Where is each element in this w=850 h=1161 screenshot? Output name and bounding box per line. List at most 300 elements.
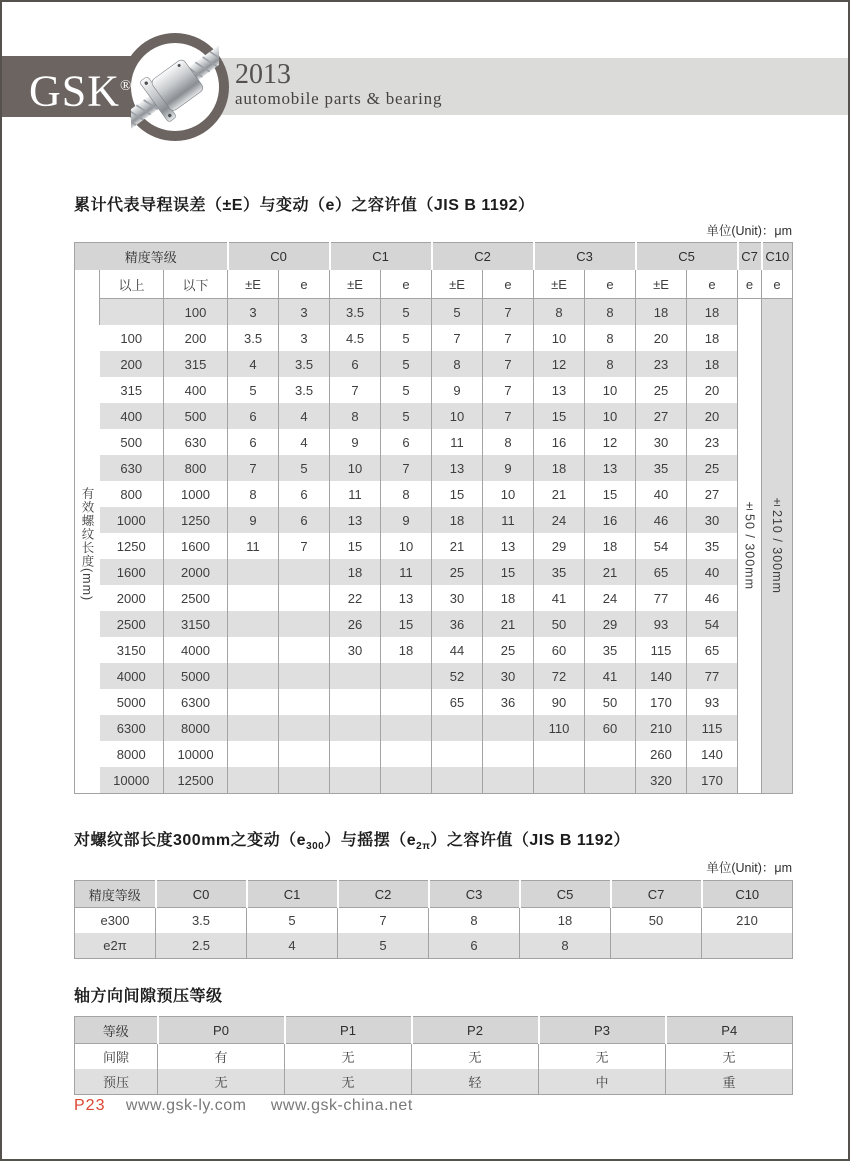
value-cell: 18: [534, 455, 585, 481]
ball-screw-image: [131, 43, 219, 131]
value-cell: [534, 767, 585, 794]
col-header-c10: C10: [702, 881, 793, 908]
brand-name: GSK: [29, 66, 121, 116]
col-header-p2: P2: [412, 1017, 539, 1044]
value-cell: 210: [702, 908, 793, 934]
value-cell: 7: [483, 377, 534, 403]
range-under-cell: 8000: [164, 715, 228, 741]
value-cell: [483, 741, 534, 767]
value-cell: 30: [687, 507, 738, 533]
variation-wobble-table-body: [75, 908, 793, 959]
value-cell: 35: [534, 559, 585, 585]
value-cell: 8: [330, 403, 381, 429]
table-row: [75, 585, 793, 611]
value-cell: 24: [585, 585, 636, 611]
value-cell: 170: [687, 767, 738, 794]
value-cell: [381, 741, 432, 767]
value-cell: [228, 611, 279, 637]
col-header-p4: P4: [666, 1017, 793, 1044]
value-cell: 26: [330, 611, 381, 637]
value-cell: 35: [585, 637, 636, 663]
col-header-e: e: [762, 270, 793, 299]
range-under-cell: 2500: [164, 585, 228, 611]
value-cell: 36: [483, 689, 534, 715]
value-cell: 40: [636, 481, 687, 507]
value-cell: 46: [687, 585, 738, 611]
value-cell: [432, 715, 483, 741]
value-cell: 无: [285, 1069, 412, 1095]
table-row: [75, 325, 793, 351]
table-row: [75, 663, 793, 689]
col-header-p3: P3: [539, 1017, 666, 1044]
col-header-c3: C3: [534, 243, 636, 271]
value-cell: 93: [687, 689, 738, 715]
value-cell: 5: [381, 325, 432, 351]
value-cell: 8: [483, 429, 534, 455]
value-cell: 18: [432, 507, 483, 533]
catalog-year: 2013: [235, 59, 291, 90]
table-row: [75, 1044, 793, 1070]
value-cell: [585, 741, 636, 767]
value-cell: 无: [412, 1044, 539, 1070]
table-row: [75, 403, 793, 429]
col-header-e: e: [687, 270, 738, 299]
value-cell: [381, 663, 432, 689]
value-cell: 6: [228, 403, 279, 429]
value-cell: 6: [381, 429, 432, 455]
c7-tolerance-cell: [738, 299, 762, 794]
value-cell: [330, 689, 381, 715]
value-cell: [330, 767, 381, 794]
value-cell: 170: [636, 689, 687, 715]
col-header-under: 以下: [164, 270, 228, 299]
table2-unit-label: 单位(Unit)：μm: [706, 861, 792, 876]
value-cell: 7: [432, 325, 483, 351]
value-cell: 7: [483, 403, 534, 429]
range-over-cell: 2500: [100, 611, 164, 637]
value-cell: 15: [330, 533, 381, 559]
value-cell: [279, 637, 330, 663]
range-over-cell: 1000: [100, 507, 164, 533]
value-cell: 6: [228, 429, 279, 455]
value-cell: 中: [539, 1069, 666, 1095]
range-under-cell: 3150: [164, 611, 228, 637]
value-cell: 18: [636, 299, 687, 326]
value-cell: [228, 689, 279, 715]
col-header-c7: C7: [738, 243, 762, 271]
value-cell: 7: [279, 533, 330, 559]
value-cell: 4: [228, 351, 279, 377]
value-cell: 93: [636, 611, 687, 637]
value-cell: [432, 767, 483, 794]
range-over-cell: 5000: [100, 689, 164, 715]
value-cell: 5: [338, 933, 429, 959]
value-cell: 30: [330, 637, 381, 663]
value-cell: 4: [279, 429, 330, 455]
range-under-cell: 800: [164, 455, 228, 481]
value-cell: 10: [432, 403, 483, 429]
value-cell: 15: [381, 611, 432, 637]
range-over-cell: 200: [100, 351, 164, 377]
col-header-e: e: [279, 270, 330, 299]
value-cell: 13: [432, 455, 483, 481]
value-cell: 15: [483, 559, 534, 585]
col-header-c0: C0: [156, 881, 247, 908]
value-cell: 18: [687, 299, 738, 326]
value-cell: 65: [432, 689, 483, 715]
table-row: [75, 559, 793, 585]
value-cell: 77: [687, 663, 738, 689]
value-cell: 11: [228, 533, 279, 559]
value-cell: 18: [687, 325, 738, 351]
col-header-over: 以上: [100, 270, 164, 299]
c10-tolerance-cell: [762, 299, 793, 794]
col-header-c1: C1: [247, 881, 338, 908]
col-header-e: e: [381, 270, 432, 299]
range-over-cell: 1250: [100, 533, 164, 559]
value-cell: 4: [279, 403, 330, 429]
value-cell: 65: [636, 559, 687, 585]
value-cell: 21: [432, 533, 483, 559]
col-header-pm-e: ±E: [636, 270, 687, 299]
range-over-cell: 10000: [100, 767, 164, 794]
value-cell: [585, 767, 636, 794]
table-row: [75, 908, 793, 934]
col-header-pm-e: ±E: [228, 270, 279, 299]
value-cell: 8: [228, 481, 279, 507]
value-cell: 无: [539, 1044, 666, 1070]
value-cell: 35: [636, 455, 687, 481]
value-cell: 18: [687, 351, 738, 377]
value-cell: [381, 767, 432, 794]
value-cell: 5: [228, 377, 279, 403]
col-header-c7: C7: [611, 881, 702, 908]
table2-title-sub-2pi: 2π: [416, 841, 431, 853]
value-cell: 有: [158, 1044, 285, 1070]
value-cell: 9: [432, 377, 483, 403]
value-cell: 115: [687, 715, 738, 741]
row-label-cell: 间隙: [75, 1044, 158, 1070]
col-header-c0: C0: [228, 243, 330, 271]
value-cell: 7: [483, 351, 534, 377]
value-cell: 18: [330, 559, 381, 585]
value-cell: 3.5: [279, 351, 330, 377]
value-cell: 35: [687, 533, 738, 559]
table2-title: [74, 827, 792, 852]
value-cell: 无: [285, 1044, 412, 1070]
table2-title-text: ）之容许值（JIS B 1192）: [430, 832, 631, 849]
table-row: [75, 533, 793, 559]
value-cell: 54: [636, 533, 687, 559]
value-cell: 90: [534, 689, 585, 715]
website-url-1: www.gsk-ly.com: [125, 1097, 247, 1114]
value-cell: 65: [687, 637, 738, 663]
range-over-cell: 400: [100, 403, 164, 429]
table-row: [75, 299, 793, 326]
table-row: [75, 429, 793, 455]
col-header-p0: P0: [158, 1017, 285, 1044]
value-cell: 8: [585, 325, 636, 351]
value-cell: 18: [381, 637, 432, 663]
value-cell: 10: [585, 403, 636, 429]
range-over-cell: 500: [100, 429, 164, 455]
value-cell: 72: [534, 663, 585, 689]
table-row: [75, 455, 793, 481]
value-cell: 6: [330, 351, 381, 377]
range-over-cell: 6300: [100, 715, 164, 741]
value-cell: 41: [585, 663, 636, 689]
table2-title-text: 对螺纹部长度300mm之变动（e: [74, 832, 307, 849]
value-cell: 9: [330, 429, 381, 455]
value-cell: 210: [636, 715, 687, 741]
value-cell: 60: [585, 715, 636, 741]
col-header-pm-e: ±E: [432, 270, 483, 299]
value-cell: 无: [666, 1044, 793, 1070]
value-cell: 5: [381, 299, 432, 326]
thread-length-axis-label: [75, 299, 100, 794]
value-cell: 30: [636, 429, 687, 455]
thread-length-axis-label-text: 有效螺纹长度(mm): [80, 487, 94, 602]
range-under-cell: 200: [164, 325, 228, 351]
value-cell: 52: [432, 663, 483, 689]
value-cell: 8: [432, 351, 483, 377]
value-cell: 320: [636, 767, 687, 794]
value-cell: [228, 585, 279, 611]
table2-title-sub-300: 300: [306, 841, 325, 853]
value-cell: [483, 767, 534, 794]
value-cell: 18: [585, 533, 636, 559]
value-cell: [432, 741, 483, 767]
row-label-cell: e300: [75, 908, 156, 934]
col-header-c2: C2: [432, 243, 534, 271]
value-cell: 5: [279, 455, 330, 481]
value-cell: 8: [520, 933, 611, 959]
table-row: [75, 351, 793, 377]
col-header-c3: C3: [429, 881, 520, 908]
value-cell: 13: [585, 455, 636, 481]
value-cell: 16: [534, 429, 585, 455]
range-under-cell: 400: [164, 377, 228, 403]
range-over-cell: 3150: [100, 637, 164, 663]
value-cell: 77: [636, 585, 687, 611]
range-over-cell: 2000: [100, 585, 164, 611]
value-cell: 3.5: [156, 908, 247, 934]
table-row: [75, 481, 793, 507]
table-row: [75, 1069, 793, 1095]
value-cell: 8: [381, 481, 432, 507]
logo-circle: [121, 33, 229, 141]
value-cell: 7: [330, 377, 381, 403]
value-cell: 3: [279, 299, 330, 326]
c10-tolerance-cell-text: ±210 / 300mm: [770, 495, 785, 594]
value-cell: 7: [483, 299, 534, 326]
value-cell: 11: [483, 507, 534, 533]
range-over-cell: 1600: [100, 559, 164, 585]
value-cell: 8: [534, 299, 585, 326]
range-under-cell: 12500: [164, 767, 228, 794]
value-cell: 44: [432, 637, 483, 663]
value-cell: [228, 559, 279, 585]
value-cell: 22: [330, 585, 381, 611]
table-row: [75, 507, 793, 533]
value-cell: 重: [666, 1069, 793, 1095]
value-cell: 6: [279, 507, 330, 533]
value-cell: 4: [247, 933, 338, 959]
col-header-c1: C1: [330, 243, 432, 271]
main-content: [74, 192, 792, 1095]
value-cell: 3.5: [330, 299, 381, 326]
value-cell: 5: [247, 908, 338, 934]
row-label-cell: e2π: [75, 933, 156, 959]
table-row: [75, 377, 793, 403]
value-cell: [228, 767, 279, 794]
range-over-cell: [100, 299, 164, 326]
value-cell: [534, 741, 585, 767]
col-header-c5: C5: [636, 243, 738, 271]
value-cell: 25: [483, 637, 534, 663]
value-cell: 15: [585, 481, 636, 507]
value-cell: 25: [432, 559, 483, 585]
value-cell: 54: [687, 611, 738, 637]
value-cell: 3: [228, 299, 279, 326]
value-cell: 3.5: [228, 325, 279, 351]
value-cell: 7: [338, 908, 429, 934]
value-cell: 115: [636, 637, 687, 663]
brand-logo: [29, 60, 132, 118]
value-cell: [279, 715, 330, 741]
value-cell: 41: [534, 585, 585, 611]
table-row: [75, 933, 793, 959]
value-cell: 9: [228, 507, 279, 533]
value-cell: 7: [228, 455, 279, 481]
value-cell: 60: [534, 637, 585, 663]
value-cell: 12: [534, 351, 585, 377]
value-cell: [330, 663, 381, 689]
range-under-cell: 1600: [164, 533, 228, 559]
value-cell: 25: [636, 377, 687, 403]
value-cell: 5: [381, 377, 432, 403]
col-header-grade-label: 等级: [75, 1017, 158, 1044]
value-cell: 无: [158, 1069, 285, 1095]
value-cell: 13: [483, 533, 534, 559]
range-under-cell: 315: [164, 351, 228, 377]
page-footer: [74, 1097, 433, 1115]
value-cell: 260: [636, 741, 687, 767]
value-cell: 50: [585, 689, 636, 715]
table-row: [75, 611, 793, 637]
value-cell: [279, 663, 330, 689]
value-cell: 3.5: [279, 377, 330, 403]
value-cell: [381, 689, 432, 715]
value-cell: [228, 637, 279, 663]
value-cell: 6: [429, 933, 520, 959]
value-cell: [228, 741, 279, 767]
range-under-cell: 500: [164, 403, 228, 429]
range-under-cell: 2000: [164, 559, 228, 585]
preload-grade-table: [74, 1016, 793, 1095]
col-header-grade-label: 精度等级: [75, 881, 156, 908]
value-cell: 10: [381, 533, 432, 559]
value-cell: 5: [432, 299, 483, 326]
value-cell: [330, 715, 381, 741]
value-cell: 12: [585, 429, 636, 455]
value-cell: [279, 585, 330, 611]
value-cell: 11: [432, 429, 483, 455]
table2-title-text: ）与摇摆（e: [324, 832, 417, 849]
col-header-e: e: [483, 270, 534, 299]
range-under-cell: 5000: [164, 663, 228, 689]
value-cell: 7: [483, 325, 534, 351]
value-cell: 20: [636, 325, 687, 351]
value-cell: [330, 741, 381, 767]
value-cell: 27: [636, 403, 687, 429]
range-under-cell: 4000: [164, 637, 228, 663]
col-header-p1: P1: [285, 1017, 412, 1044]
range-under-cell: 100: [164, 299, 228, 326]
table1-title: 累计代表导程误差（±E）与变动（e）之容许值（JIS B 1192）: [74, 197, 535, 214]
preload-grade-table-body: [75, 1044, 793, 1095]
value-cell: 18: [520, 908, 611, 934]
value-cell: 15: [432, 481, 483, 507]
value-cell: 3: [279, 325, 330, 351]
value-cell: 10: [330, 455, 381, 481]
value-cell: 50: [611, 908, 702, 934]
table-row: [75, 715, 793, 741]
value-cell: 40: [687, 559, 738, 585]
value-cell: 20: [687, 377, 738, 403]
value-cell: [279, 559, 330, 585]
value-cell: 50: [534, 611, 585, 637]
table1-unit-label: 单位(Unit)：μm: [706, 224, 792, 238]
value-cell: [483, 715, 534, 741]
value-cell: 9: [483, 455, 534, 481]
registered-mark: ®: [120, 78, 133, 94]
lead-error-table: [74, 242, 793, 794]
value-cell: [381, 715, 432, 741]
value-cell: [611, 933, 702, 959]
value-cell: 21: [585, 559, 636, 585]
range-under-cell: 1000: [164, 481, 228, 507]
value-cell: 16: [585, 507, 636, 533]
value-cell: [279, 767, 330, 794]
table-row: [75, 637, 793, 663]
range-under-cell: 1250: [164, 507, 228, 533]
col-header-e: e: [585, 270, 636, 299]
value-cell: 18: [483, 585, 534, 611]
variation-wobble-table: [74, 880, 793, 959]
value-cell: 8: [585, 351, 636, 377]
table-row: [75, 767, 793, 794]
value-cell: 24: [534, 507, 585, 533]
value-cell: 13: [534, 377, 585, 403]
range-over-cell: 630: [100, 455, 164, 481]
value-cell: 10: [585, 377, 636, 403]
value-cell: 20: [687, 403, 738, 429]
value-cell: 23: [636, 351, 687, 377]
col-header-pm-e: ±E: [534, 270, 585, 299]
website-url-2: www.gsk-china.net: [270, 1097, 413, 1114]
table-row: [75, 741, 793, 767]
value-cell: 30: [432, 585, 483, 611]
value-cell: 25: [687, 455, 738, 481]
value-cell: 5: [381, 403, 432, 429]
value-cell: 13: [330, 507, 381, 533]
value-cell: 2.5: [156, 933, 247, 959]
value-cell: 4.5: [330, 325, 381, 351]
value-cell: 27: [687, 481, 738, 507]
table3-title: 轴方向间隙预压等级: [74, 988, 223, 1006]
range-over-cell: 4000: [100, 663, 164, 689]
